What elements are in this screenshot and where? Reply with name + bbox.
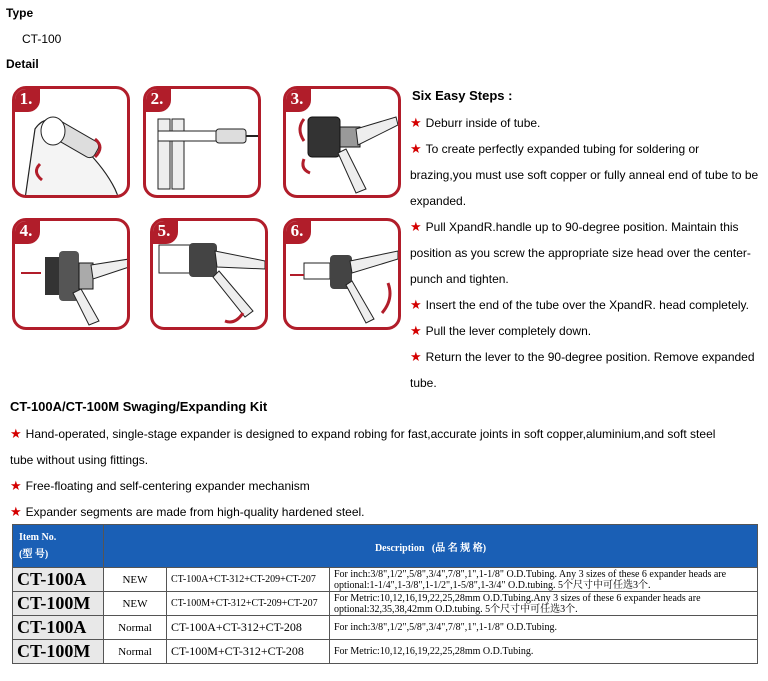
step-line: ★ Pull the lever completely down.	[410, 323, 592, 338]
step-5-panel	[150, 218, 268, 330]
type-value: CT-100	[22, 32, 62, 46]
star-icon: ★	[10, 426, 22, 441]
type-label: Type	[6, 6, 34, 20]
header-item-no: Item No. (型 号)	[13, 525, 104, 568]
item-no-cell: CT-100M	[13, 640, 104, 664]
kit-cell: CT-100A+CT-312+CT-209+CT-207	[167, 568, 330, 592]
kit-line: ★ Expander segments are made from high-quality hardened steel.	[10, 504, 365, 519]
spec-table	[12, 524, 758, 664]
item-no-cell: CT-100A	[13, 568, 104, 592]
six-steps-list	[410, 110, 768, 396]
step-line: tube.	[410, 376, 437, 390]
star-icon: ★	[410, 115, 422, 130]
star-icon: ★	[10, 504, 22, 519]
step-number: 3.	[283, 86, 311, 112]
step-line: position as you screw the appropriate size head over the center-	[410, 246, 751, 260]
step-2-panel	[143, 86, 261, 198]
step-number: 5.	[150, 218, 178, 244]
kit-line: ★ Hand-operated, single-stage expander is designed to expand robing for fast,accurate joints in soft copper,aluminium,and soft steel	[10, 426, 716, 441]
step-4-panel	[12, 218, 130, 330]
table-row	[13, 640, 758, 664]
kit-line: tube without using fittings.	[10, 453, 149, 467]
step-6-panel	[283, 218, 401, 330]
kit-cell: CT-100M+CT-312+CT-209+CT-207	[167, 592, 330, 616]
version-cell: NEW	[104, 568, 167, 592]
step-line: punch and tighten.	[410, 272, 509, 286]
kit-cell: CT-100M+CT-312+CT-208	[167, 640, 330, 664]
star-icon: ★	[410, 349, 422, 364]
table-header-row	[13, 525, 758, 568]
table-row	[13, 568, 758, 592]
item-no-cell: CT-100M	[13, 592, 104, 616]
step-line: ★ Pull XpandR.handle up to 90-degree position. Maintain this	[410, 219, 739, 234]
kit-cell: CT-100A+CT-312+CT-208	[167, 616, 330, 640]
table-row	[13, 592, 758, 616]
description-cell: For Metric:10,12,16,19,22,25,28mm O.D.Tubing.Any 3 sizes of these 6 expander heads are optional:32,35,38,42mm O.D.tubing. 5个尺寸中可任选3个.	[330, 592, 758, 616]
six-steps-title: Six Easy Steps :	[412, 88, 513, 103]
kit-title: CT-100A/CT-100M Swaging/Expanding Kit	[10, 399, 268, 414]
step-line: ★ To create perfectly expanded tubing for soldering or	[410, 141, 700, 156]
step-line: brazing,you must use soft copper or fully anneal end of tube to be	[410, 168, 759, 182]
version-cell: NEW	[104, 592, 167, 616]
star-icon: ★	[410, 219, 422, 234]
header-description: Description (品 名 规 格)	[104, 525, 758, 568]
step-number: 1.	[12, 86, 40, 112]
step-number: 4.	[12, 218, 40, 244]
item-no-cell: CT-100A	[13, 616, 104, 640]
star-icon: ★	[410, 141, 422, 156]
step-line: ★ Return the lever to the 90-degree position. Remove expanded	[410, 349, 755, 364]
step-3-panel	[283, 86, 401, 198]
version-cell: Normal	[104, 616, 167, 640]
step-line: ★ Insert the end of the tube over the XpandR. head completely.	[410, 297, 749, 312]
description-cell: For inch:3/8",1/2",5/8",3/4",7/8",1",1-1/8" O.D.Tubing. Any 3 sizes of these 6 expander heads are optional:1-1/4",1-3/8",1-1/2",1-5/8",1-3/4" O.D.tubing. 5个尺寸中可任选3个.	[330, 568, 758, 592]
step-line: expanded.	[410, 194, 467, 208]
kit-line: ★ Free-floating and self-centering expander mechanism	[10, 478, 310, 493]
star-icon: ★	[410, 297, 422, 312]
description-cell: For inch:3/8",1/2",5/8",3/4",7/8",1",1-1/8" O.D.Tubing.	[330, 616, 758, 640]
star-icon: ★	[410, 323, 422, 338]
description-cell: For Metric:10,12,16,19,22,25,28mm O.D.Tubing.	[330, 640, 758, 664]
version-cell: Normal	[104, 640, 167, 664]
table-row	[13, 616, 758, 640]
detail-label: Detail	[6, 57, 39, 71]
kit-feature-list	[10, 421, 760, 525]
step-number: 2.	[143, 86, 171, 112]
step-number: 6.	[283, 218, 311, 244]
step-1-panel	[12, 86, 130, 198]
star-icon: ★	[10, 478, 22, 493]
step-line: ★ Deburr inside of tube.	[410, 115, 541, 130]
